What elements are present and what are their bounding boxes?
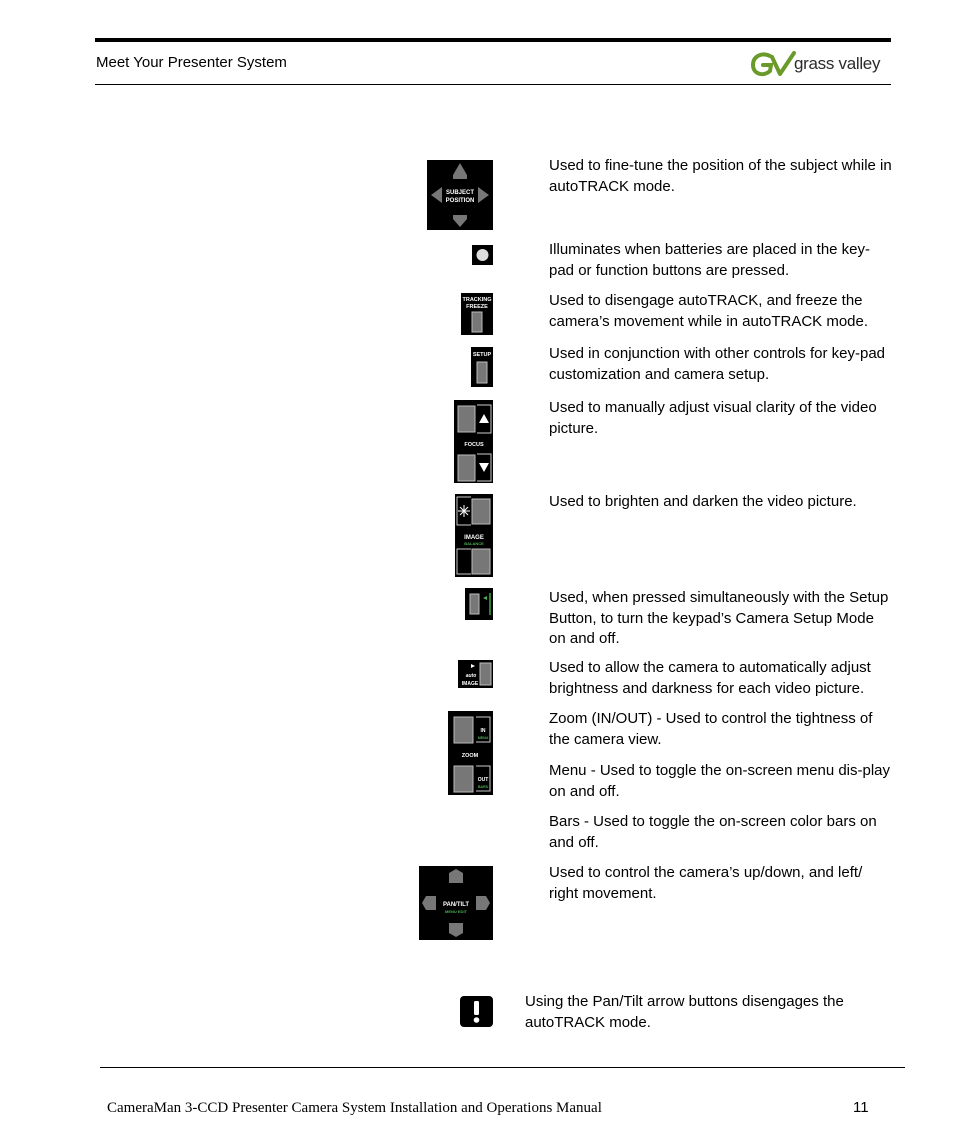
svg-text:FREEZE: FREEZE: [466, 304, 488, 310]
footer-title: CameraMan 3-CCD Presenter Camera System Installation and Operations Manual: [107, 1100, 602, 1116]
setup-button-icon: [471, 347, 493, 387]
focus-description: Used to manually adjust visual clarity of the video picture.: [549, 399, 877, 437]
setup-description: Used in conjunction with other controls for key-pad customization and camera setup.: [549, 345, 886, 383]
svg-text:TRACKING: TRACKING: [462, 297, 492, 303]
bars-description: Bars - Used to toggle the on-screen color bars on and off.: [549, 813, 877, 851]
pan-tilt-keypad-icon: [419, 866, 493, 940]
note-text: Using the Pan/Tilt arrow buttons disengages the autoTRACK mode.: [525, 993, 844, 1031]
svg-text:IN: IN: [480, 728, 486, 734]
caution-icon: [460, 996, 493, 1027]
tracking-freeze-description: Used to disengage autoTRACK, and freeze the camera’s movement while in autoTRACK mode.: [549, 292, 869, 330]
logo-text: grass valley: [794, 54, 881, 73]
menu-description: Menu - Used to toggle the on-screen menu dis-play on and off.: [549, 762, 891, 800]
svg-text:FOCUS: FOCUS: [464, 442, 484, 448]
auto-image-description: Used to allow the camera to automatically adjust brightness and darkness for each video picture.: [549, 659, 871, 697]
auto-image-button-icon: [458, 660, 493, 688]
svg-text:ZOOM: ZOOM: [461, 753, 479, 759]
svg-text:IMAGE: IMAGE: [464, 535, 484, 541]
camera-setup-button-icon: [465, 588, 493, 620]
pan-tilt-description: Used to control the camera’s up/down, and left/ right movement.: [549, 864, 863, 902]
indicator-light-description: Illuminates when batteries are placed in the key-pad or function buttons are pressed.: [549, 241, 871, 279]
zoom-description: Zoom (IN/OUT) - Used to control the tightness of the camera view.: [549, 710, 873, 748]
header-top-rule: [95, 38, 891, 42]
svg-text:BARS: BARS: [478, 785, 488, 789]
svg-text:PAN/TILT: PAN/TILT: [442, 902, 470, 908]
svg-text:auto: auto: [465, 673, 477, 679]
subject-position-label-line2: POSITION: [445, 198, 475, 204]
svg-text:IMAGE: IMAGE: [461, 681, 479, 687]
page-number: 11: [853, 1099, 869, 1116]
focus-buttons-icon: [454, 400, 493, 483]
svg-text:MENU EDIT: MENU EDIT: [445, 909, 467, 914]
subject-position-description: Used to fine-tune the position of the subject while in autoTRACK mode.: [549, 157, 892, 195]
image-buttons-icon: [455, 494, 493, 577]
indicator-light-icon: [472, 245, 493, 265]
zoom-buttons-icon: [448, 711, 493, 795]
grass-valley-logo-mark-icon: [750, 50, 796, 80]
svg-text:SETUP: SETUP: [472, 352, 492, 358]
header-rule: [95, 84, 891, 85]
svg-text:OUT: OUT: [477, 777, 489, 783]
svg-text:MENU: MENU: [477, 736, 489, 740]
camera-setup-description: Used, when pressed simultaneously with the Setup Button, to turn the keypad’s Camera Setup Mode on and off.: [549, 589, 889, 647]
image-balance-description: Used to brighten and darken the video picture.: [549, 493, 857, 510]
footer-rule: [100, 1067, 905, 1068]
subject-position-label-line1: SUBJECT: [445, 190, 475, 196]
tracking-freeze-button-icon: [461, 293, 493, 335]
header-title: Meet Your Presenter System: [96, 54, 287, 71]
subject-position-keypad-icon: [427, 160, 493, 230]
grass-valley-logo: [750, 50, 890, 80]
svg-text:BALANCE: BALANCE: [464, 541, 484, 546]
